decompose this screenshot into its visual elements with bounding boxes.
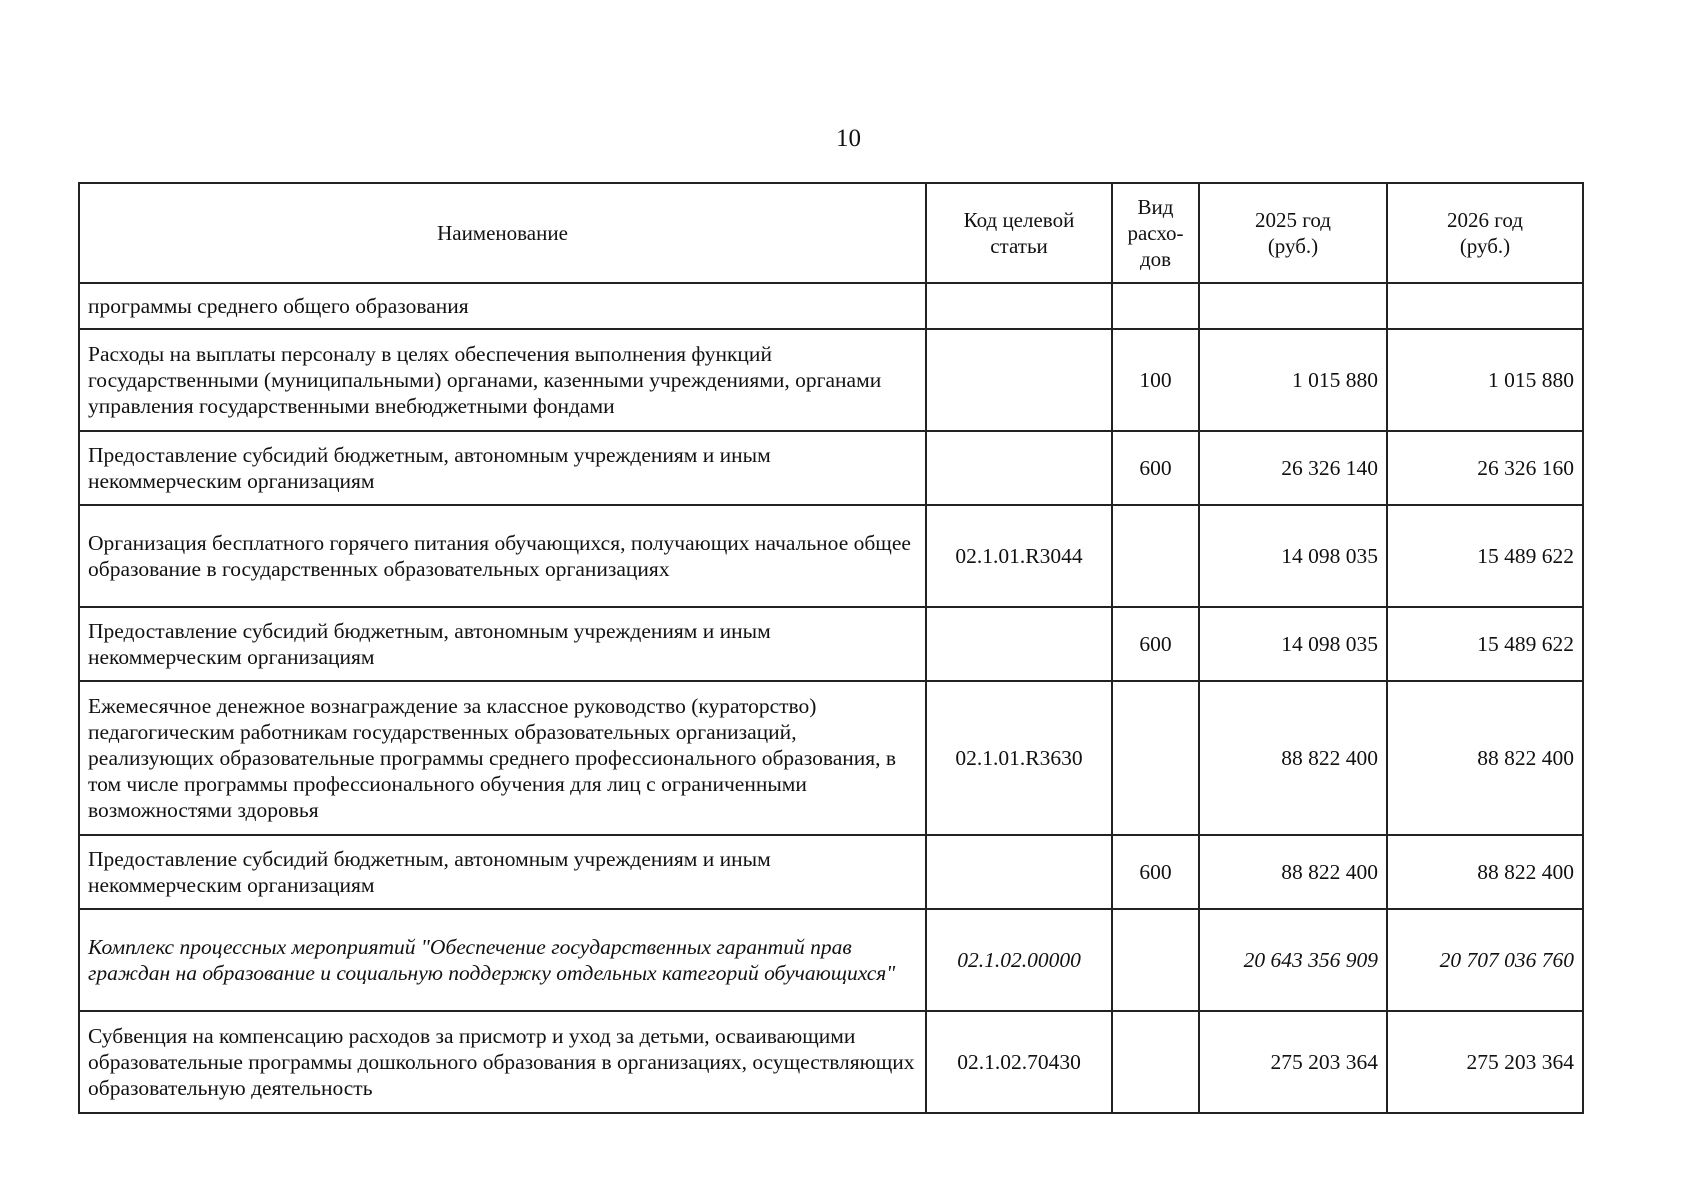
row-2026: 88 822 400 (1387, 835, 1583, 909)
row-kind: 600 (1112, 835, 1199, 909)
table-row (79, 835, 1583, 909)
row-2026: 88 822 400 (1387, 681, 1583, 835)
row-name: Расходы на выплаты персоналу в целях обеспечения выполнения функций государственными (муниципальными) органами, казенными учреждениями, органами управления государственными внебюджетными фондами (79, 329, 926, 431)
row-name: Ежемесячное денежное вознаграждение за классное руководство (кураторство) педагогическим работникам государственных образовательных организаций, реализующих образовательные программы среднего профессионального образования, в том числе программы профессионального обучения для лиц с ограниченными возможностями здоровья (79, 681, 926, 835)
row-2025: 20 643 356 909 (1199, 909, 1387, 1011)
row-2026: 20 707 036 760 (1387, 909, 1583, 1011)
row-name: Предоставление субсидий бюджетным, автономным учреждениям и иным некоммерческим организациям (79, 835, 926, 909)
header-2026-line2: (руб.) (1459, 234, 1511, 258)
row-name: Предоставление субсидий бюджетным, автономным учреждениям и иным некоммерческим организациям (79, 431, 926, 505)
row-kind (1112, 505, 1199, 607)
row-name: программы среднего общего образования (79, 283, 926, 329)
row-2025 (1199, 283, 1387, 329)
row-2025: 88 822 400 (1199, 681, 1387, 835)
table-row (79, 505, 1583, 607)
row-2025: 88 822 400 (1199, 835, 1387, 909)
row-code (926, 329, 1112, 431)
row-name: Организация бесплатного горячего питания обучающихся, получающих начальное общее образование в государственных образовательных организациях (79, 505, 926, 607)
table-row (79, 283, 1583, 329)
page-number: 10 (836, 125, 861, 152)
header-kind-line2: расхо- (1127, 221, 1184, 245)
header-code-line1: Код целевой (963, 208, 1075, 232)
row-kind: 600 (1112, 607, 1199, 681)
header-name (79, 183, 926, 283)
row-name: Комплекс процессных мероприятий "Обеспечение государственных гарантий прав граждан на образование и социальную поддержку отдельных категорий обучающихся" (79, 909, 926, 1011)
header-2025-line1: 2025 год (1255, 208, 1331, 232)
row-2026: 275 203 364 (1387, 1011, 1583, 1113)
header-code-line2: статьи (990, 234, 1048, 258)
row-2025: 14 098 035 (1199, 505, 1387, 607)
row-2026: 15 489 622 (1387, 505, 1583, 607)
row-code (926, 835, 1112, 909)
header-2025 (1199, 183, 1387, 283)
row-name: Предоставление субсидий бюджетным, автономным учреждениям и иным некоммерческим организациям (79, 607, 926, 681)
row-kind: 600 (1112, 431, 1199, 505)
row-code (926, 431, 1112, 505)
table-row (79, 607, 1583, 681)
table-row (79, 681, 1583, 835)
row-kind (1112, 681, 1199, 835)
row-2026: 26 326 160 (1387, 431, 1583, 505)
row-kind: 100 (1112, 329, 1199, 431)
row-2025: 14 098 035 (1199, 607, 1387, 681)
row-2025: 1 015 880 (1199, 329, 1387, 431)
header-kind-line1: Вид (1137, 195, 1174, 219)
header-2025-line2: (руб.) (1267, 234, 1319, 258)
row-kind (1112, 283, 1199, 329)
row-code: 02.1.02.70430 (926, 1011, 1112, 1113)
row-kind (1112, 909, 1199, 1011)
row-kind (1112, 1011, 1199, 1113)
table-header-row (79, 183, 1583, 283)
header-kind-line3: дов (1139, 247, 1172, 271)
row-code: 02.1.01.R3630 (926, 681, 1112, 835)
row-code: 02.1.02.00000 (926, 909, 1112, 1011)
table-row (79, 431, 1583, 505)
row-code (926, 283, 1112, 329)
row-name: Субвенция на компенсацию расходов за присмотр и уход за детьми, осваивающими образовательные программы дошкольного образования в организациях, осуществляющих образовательную деятельность (79, 1011, 926, 1113)
row-code: 02.1.01.R3044 (926, 505, 1112, 607)
row-2026: 1 015 880 (1387, 329, 1583, 431)
header-code (926, 183, 1112, 283)
header-kind (1112, 183, 1199, 283)
table-row (79, 1011, 1583, 1113)
header-name-label: Наименование (437, 221, 568, 245)
table-row (79, 329, 1583, 431)
row-code (926, 607, 1112, 681)
budget-table (78, 182, 1584, 1114)
header-2026 (1387, 183, 1583, 283)
header-2026-line1: 2026 год (1447, 208, 1523, 232)
row-2025: 26 326 140 (1199, 431, 1387, 505)
row-2026: 15 489 622 (1387, 607, 1583, 681)
table-row (79, 909, 1583, 1011)
row-2026 (1387, 283, 1583, 329)
row-2025: 275 203 364 (1199, 1011, 1387, 1113)
